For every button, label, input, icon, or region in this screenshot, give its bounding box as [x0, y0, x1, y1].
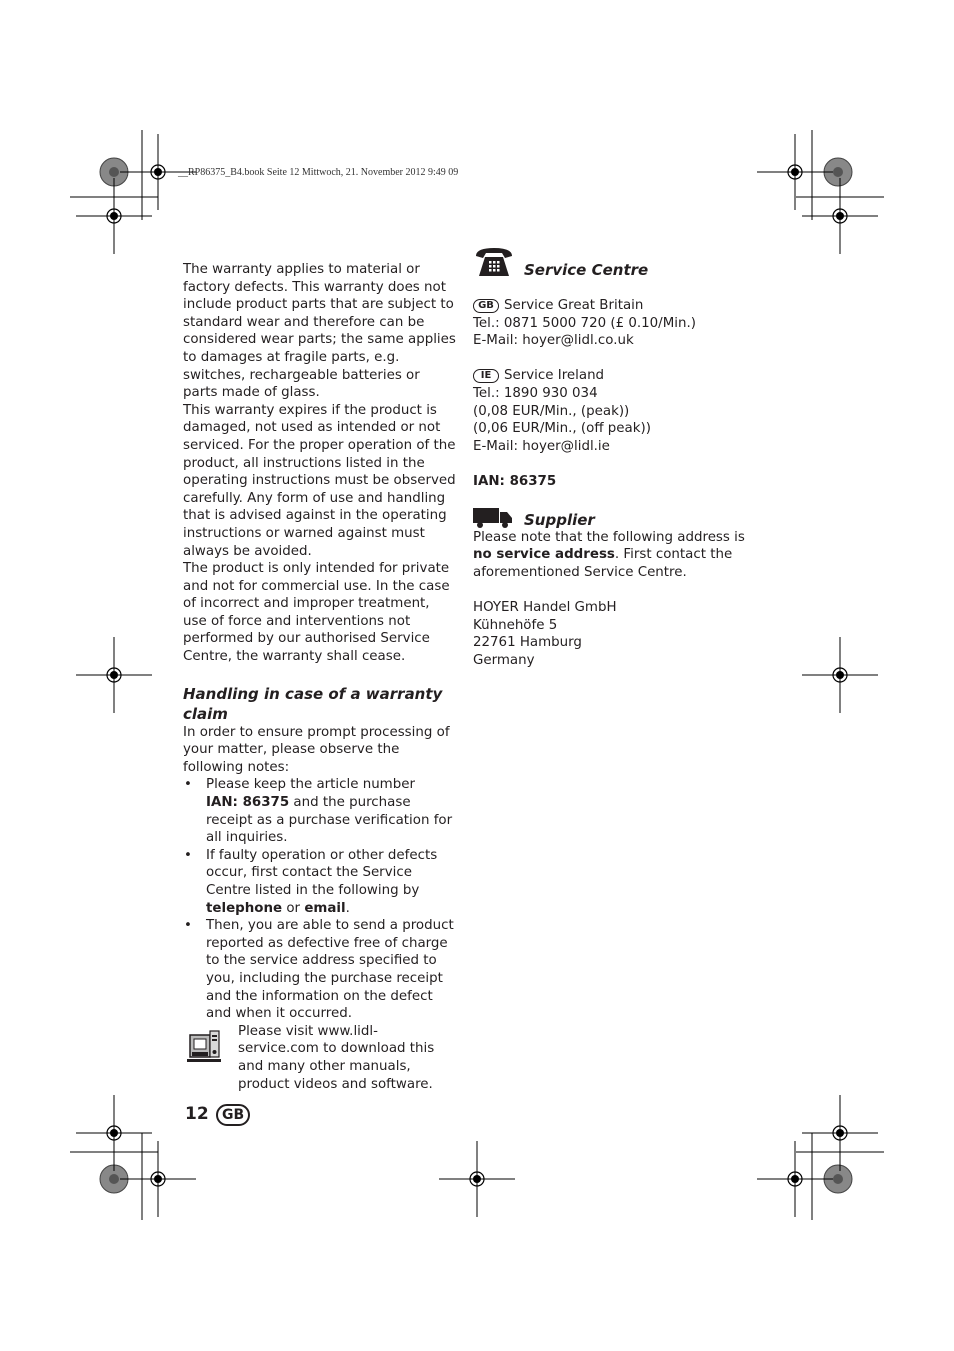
- address-line: 22761 Hamburg: [473, 635, 582, 651]
- crosshair-icon: [439, 1141, 515, 1217]
- right-column: [473, 246, 763, 669]
- truck-icon: [473, 508, 513, 528]
- ie-rate-peak: (0,08 EUR/Min., (peak)): [473, 403, 630, 419]
- service-centre-heading: Service Centre: [524, 261, 649, 279]
- ian-number: IAN: 86375: [473, 473, 557, 489]
- gb-email: E-Mail: hoyer@lidl.co.uk: [473, 333, 634, 349]
- ie-service-line: IE Service Ireland: [473, 367, 763, 385]
- service-heading-row: [473, 246, 763, 281]
- file-header: __RP86375_B4.book Seite 12 Mittwoch, 21. November 2012 9:49 09: [178, 167, 459, 178]
- ie-flag-badge: IE: [473, 369, 499, 383]
- claim-intro: In order to ensure prompt processing of your matter, please observe the following notes:: [183, 724, 450, 775]
- page-number: 12: [185, 1104, 209, 1124]
- gb-flag-badge: GB: [473, 299, 499, 313]
- supplier-heading: Supplier: [524, 510, 595, 529]
- list-item: • Then, you are able to send a product reported as defective free of charge to the service address specified to you, including the purchase receipt and the information on the defect and when it occurred.: [183, 917, 457, 1023]
- crosshair-icon: [802, 637, 878, 713]
- address-line: Germany: [473, 652, 535, 668]
- address-line: HOYER Handel GmbH: [473, 599, 617, 615]
- supplier-heading-row: [473, 491, 763, 529]
- telephone-icon: [474, 246, 514, 278]
- visit-note-block: [183, 1023, 457, 1093]
- visit-note: Please visit www.lidl-service.com to download this and many other manuals, product videos and software.: [238, 1023, 435, 1092]
- warranty-paragraph: The product is only intended for private and not for commercial use. In the case of incorrect and improper treatment, use of force and interventions not performed by our authorised Service Centre, the warranty shall cease.: [183, 561, 450, 665]
- list-item: • If faulty operation or other defects occur, first contact the Service Centre listed in the following by telephone or email.: [183, 847, 457, 917]
- computer-download-icon: [186, 1029, 222, 1063]
- list-item: • Please keep the article number IAN: 86375 and the purchase receipt as a purchase verification for all inquiries.: [183, 776, 457, 846]
- claim-notes-list: [183, 776, 457, 1022]
- warranty-paragraph: This warranty expires if the product is damaged, not used as intended or not serviced. For the proper operation of the product, all instructions listed in the operating instructions must be observed carefully. Any form of use and handling that is advised against in the operating instructions or warned against must always be avoided.: [183, 402, 456, 559]
- ie-rate-offpeak: (0,06 EUR/Min., (off peak)): [473, 421, 651, 437]
- left-column: [183, 261, 457, 1093]
- crosshair-icon: [802, 178, 878, 254]
- crosshair-icon: [76, 637, 152, 713]
- country-badge: GB: [216, 1104, 250, 1126]
- ie-email: E-Mail: hoyer@lidl.ie: [473, 438, 610, 454]
- gb-telephone: Tel.: 0871 5000 720 (£ 0.10/Min.): [473, 315, 696, 331]
- crosshair-icon: [757, 134, 833, 210]
- ie-telephone: Tel.: 1890 930 034: [473, 385, 598, 401]
- gb-service-line: GB Service Great Britain: [473, 297, 763, 315]
- address-line: Kühnehöfe 5: [473, 617, 558, 633]
- crosshair-icon: [76, 1095, 152, 1171]
- warranty-paragraph: The warranty applies to material or factory defects. This warranty does not include product parts that are subject to standard wear and therefore can be considered wear parts; the same applies to damages at fragile parts, e.g. switches, rechargeable batteries or parts made of glass.: [183, 262, 456, 401]
- claim-heading: Handling in case of a warranty claim: [183, 684, 443, 723]
- crosshair-icon: [76, 178, 152, 254]
- crosshair-icon: [802, 1095, 878, 1171]
- supplier-note: Please note that the following address is no service address. First contact the aforementioned Service Centre.: [473, 529, 745, 580]
